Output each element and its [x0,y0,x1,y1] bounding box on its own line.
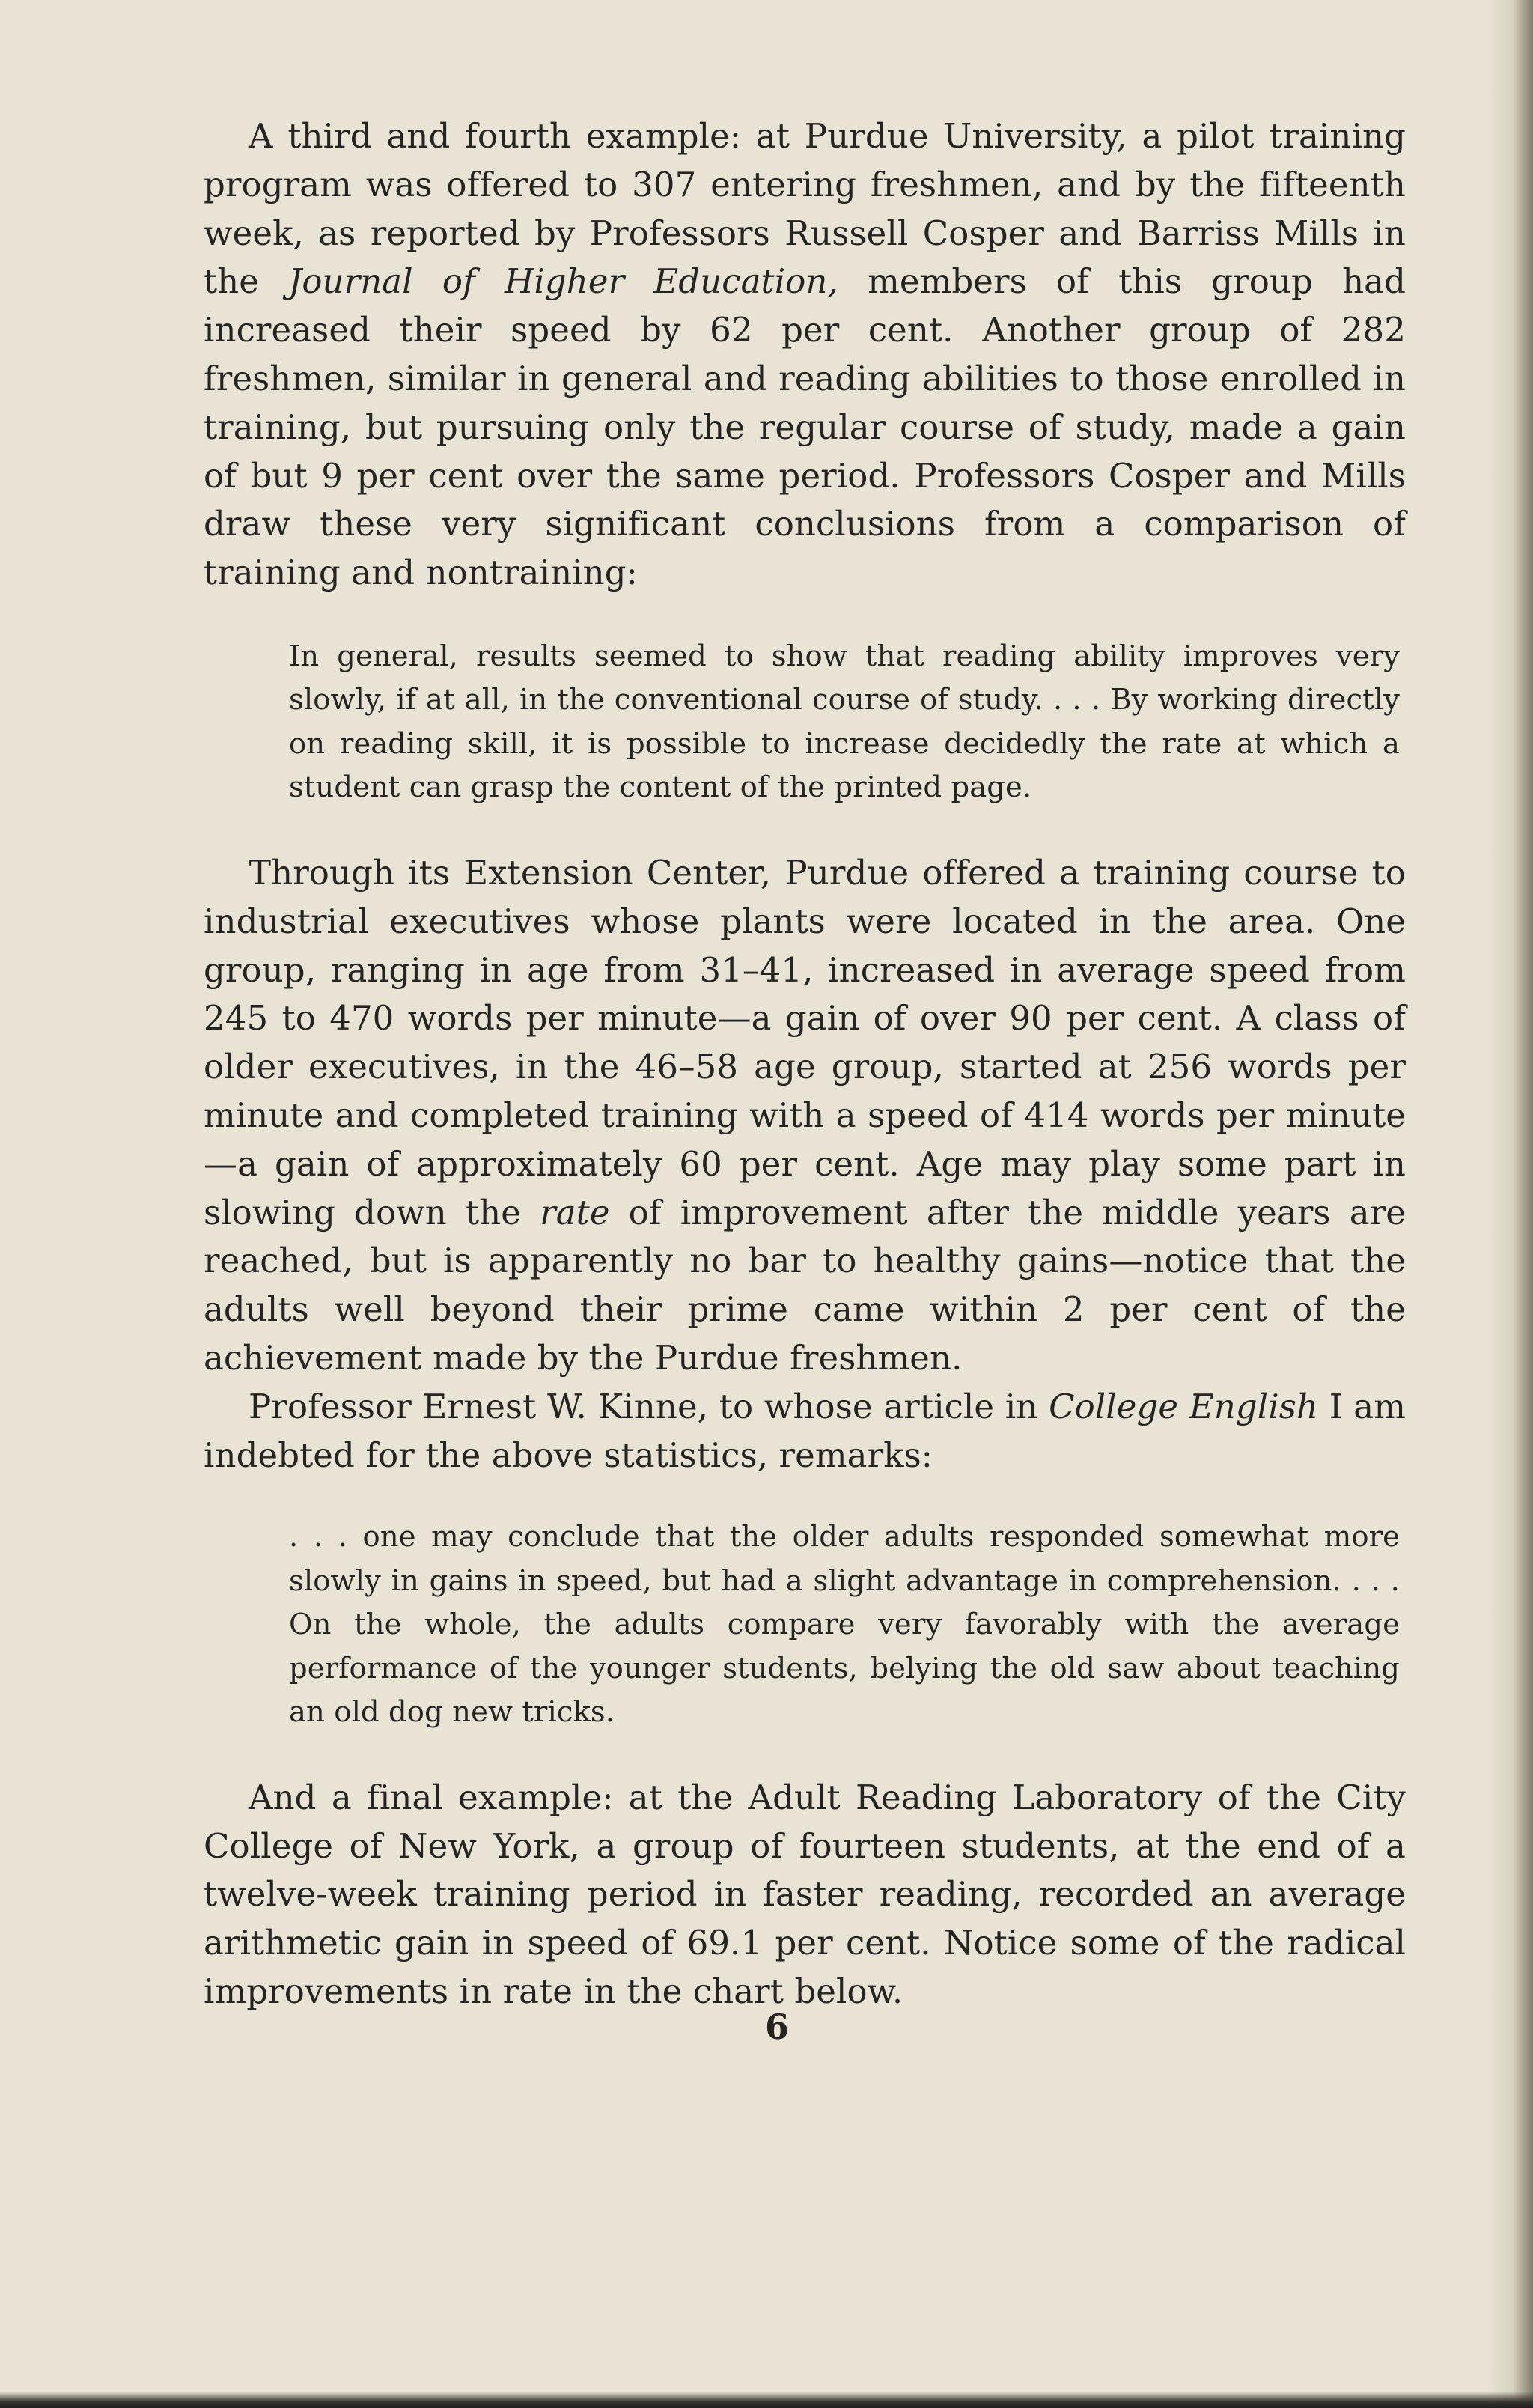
paragraph-purdue-executives-text-b: of improvement after the middle years are reached, but is apparently no bar to healthy gains—notice that the adults well beyond their prime came within 2 per cent of the achievement made by the Purdue freshmen. [204,1192,1406,1378]
paragraph-purdue-freshmen [204,112,1406,598]
page-text-column [204,112,1406,2016]
page-edge-shadow-right [1488,0,1533,2408]
journal-title-college-english: College English [1049,1386,1319,1426]
paragraph-kinne-intro-text-a: Professor Ernest W. Kinne, to whose article in [249,1386,1049,1426]
paragraph-purdue-executives [204,849,1406,1383]
paragraph-city-college: And a final example: at the Adult Reading Laboratory of the City College of New York, a group of fourteen students, at the end of a twelve-week training period in faster reading, recorded an average arithmetic gain in speed of 69.1 per cent. Notice some of the radical improvements in rate in the chart below. [204,1777,1406,2012]
journal-title-higher-education: Journal of Higher Education, [288,261,838,302]
emphasis-rate: rate [540,1192,610,1232]
paragraph-kinne-intro-text-b: I am indebted for the above statistics, remarks: [204,1386,1406,1475]
paragraph-purdue-executives-text-a: Through its Extension Center, Purdue offered a training course to industrial executives whose plants were located in the area. One group, ranging in age from 31–41, increased in average speed from 245 to 470 words per minute—a gain of over 90 per cent. A class of older executives, in the 46–58 age group, started at 256 words per minute and completed training with a speed of 414 words per minute—a gain of approximately 60 per cent. Age may play some part in slowing down the [204,852,1406,1232]
block-quote-cosper-mills: In general, results seemed to show that reading ability improves very slowly, if at all, in the conventional course of study. . . . By working directly on reading skill, it is possible to increase decidedly the rate at which a student can grasp the content of the printed page. [289,639,1400,805]
paragraph-kinne-intro [204,1383,1406,1480]
page-number: 6 [765,2007,790,2047]
block-quote-kinne: . . . one may conclude that the older adults responded somewhat more slowly in gains in speed, but had a slight advantage in comprehension. . . . On the whole, the adults compare very favorably with the average performance of the younger students, belying the old saw about teaching an old dog new tricks. [289,1520,1400,1730]
paragraph-purdue-freshmen-text-a: A third and fourth example: at Purdue University, a pilot training program was offered to 307 entering freshmen, and by the fifteenth week, as reported by Professors Russell Cosper and Barriss Mills in the [204,116,1406,302]
page-edge-shadow-bottom [0,2392,1533,2408]
paragraph-purdue-freshmen-text-b: members of this group had increased their speed by 62 per cent. Another group of 282 freshmen, similar in general and reading abilities to those enrolled in training, but pursuing only the regular course of study, made a gain of but 9 per cent over the same period. Professors Cosper and Mills draw these very significant conclusions from a comparison of training and nontraining: [204,261,1406,593]
